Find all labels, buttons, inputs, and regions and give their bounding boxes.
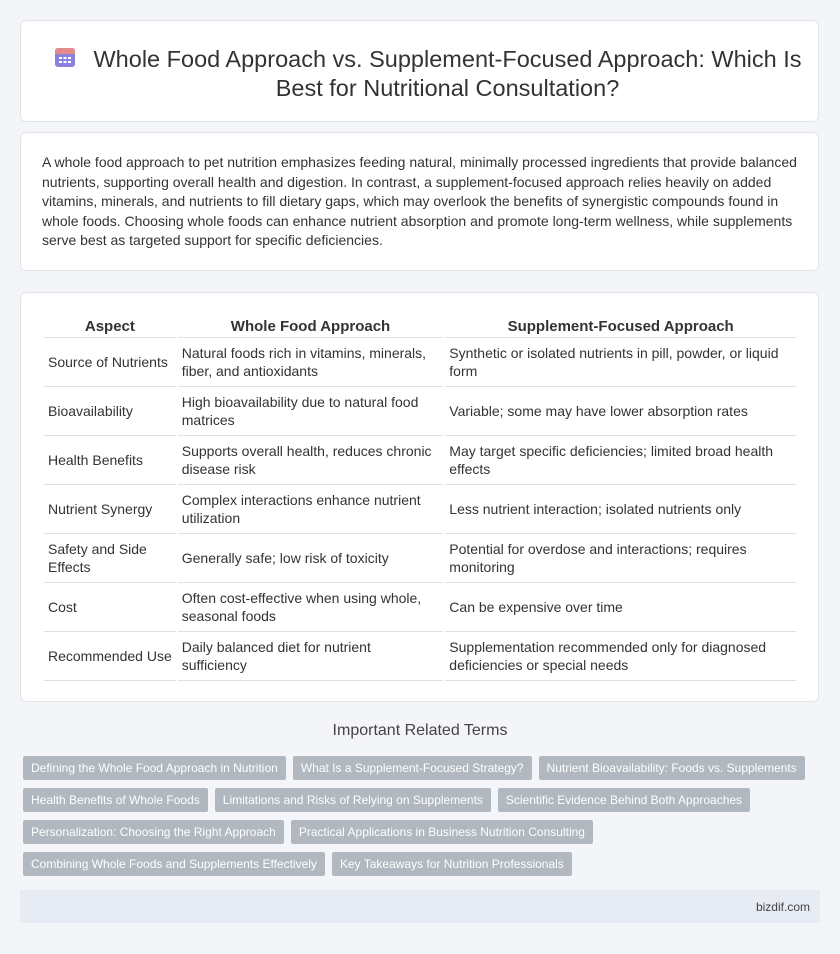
related-term-tag[interactable]: Combining Whole Foods and Supplements Effectively — [23, 852, 325, 876]
table-row — [44, 436, 796, 485]
table-row — [44, 583, 796, 632]
table-cell-supplement: Synthetic or isolated nutrients in pill, powder, or liquid form — [445, 338, 796, 387]
header-whole-food: Whole Food Approach — [178, 313, 444, 338]
table-cell-aspect: Bioavailability — [44, 387, 176, 436]
calendar-icon — [53, 45, 77, 69]
table-cell-whole-food: High bioavailability due to natural food matrices — [178, 387, 444, 436]
related-term-tag[interactable]: Scientific Evidence Behind Both Approaches — [498, 788, 750, 812]
related-term-tag[interactable]: Defining the Whole Food Approach in Nutrition — [23, 756, 286, 780]
comparison-table — [42, 313, 798, 681]
related-term-tag[interactable]: Health Benefits of Whole Foods — [23, 788, 208, 812]
table-cell-supplement: Can be expensive over time — [445, 583, 796, 632]
tag-row — [23, 820, 813, 844]
table-row — [44, 632, 796, 681]
footer — [20, 890, 820, 923]
table-cell-aspect: Safety and Side Effects — [44, 534, 176, 583]
table-cell-whole-food: Supports overall health, reduces chronic disease risk — [178, 436, 444, 485]
tag-row — [23, 756, 813, 780]
related-term-tag[interactable]: What Is a Supplement-Focused Strategy? — [293, 756, 532, 780]
table-header-row — [44, 313, 796, 338]
table-cell-whole-food: Generally safe; low risk of toxicity — [178, 534, 444, 583]
header-aspect: Aspect — [44, 313, 176, 338]
comparison-card — [20, 292, 819, 702]
table-cell-supplement: Less nutrient interaction; isolated nutrients only — [445, 485, 796, 534]
related-term-tag[interactable]: Nutrient Bioavailability: Foods vs. Supplements — [539, 756, 805, 780]
tag-row — [23, 788, 813, 812]
table-cell-aspect: Nutrient Synergy — [44, 485, 176, 534]
related-term-tag[interactable]: Practical Applications in Business Nutrition Consulting — [291, 820, 593, 844]
table-row — [44, 387, 796, 436]
intro-paragraph: A whole food approach to pet nutrition emphasizes feeding natural, minimally processed ingredients that provide balanced nutrients, supporting overall health and digestion. In contrast, a supplement-focused approach relies heavily on added vitamins, minerals, and nutrients to fill dietary gaps, which may overlook the benefits of synergistic compounds found in whole foods. Choosing whole foods can enhance nutrient absorption and promote long-term wellness, while supplements serve best as targeted support for specific deficiencies. — [42, 154, 797, 248]
table-cell-aspect: Cost — [44, 583, 176, 632]
table-cell-aspect: Recommended Use — [44, 632, 176, 681]
table-cell-supplement: Potential for overdose and interactions; requires monitoring — [445, 534, 796, 583]
table-cell-whole-food: Daily balanced diet for nutrient sufficiency — [178, 632, 444, 681]
footer-site-link[interactable]: bizdif.com — [755, 900, 810, 914]
related-term-tag[interactable]: Key Takeaways for Nutrition Professionals — [332, 852, 572, 876]
table-cell-whole-food: Complex interactions enhance nutrient utilization — [178, 485, 444, 534]
page-title: Whole Food Approach vs. Supplement-Focused Approach: Which Is Best for Nutritional Consultation? — [93, 46, 802, 101]
table-cell-whole-food: Often cost-effective when using whole, seasonal foods — [178, 583, 444, 632]
table-cell-supplement: Variable; some may have lower absorption rates — [445, 387, 796, 436]
tag-row — [23, 852, 813, 876]
table-row — [44, 534, 796, 583]
intro-card — [20, 132, 819, 271]
header-supplement: Supplement-Focused Approach — [445, 313, 796, 338]
related-terms-heading: Important Related Terms — [332, 722, 508, 739]
table-cell-supplement: May target specific deficiencies; limited broad health effects — [445, 436, 796, 485]
table-cell-aspect: Health Benefits — [44, 436, 176, 485]
title-card — [20, 20, 819, 122]
table-row — [44, 485, 796, 534]
table-cell-aspect: Source of Nutrients — [44, 338, 176, 387]
table-row — [44, 338, 796, 387]
table-cell-supplement: Supplementation recommended only for diagnosed deficiencies or special needs — [445, 632, 796, 681]
table-cell-whole-food: Natural foods rich in vitamins, minerals, fiber, and antioxidants — [178, 338, 444, 387]
related-term-tag[interactable]: Personalization: Choosing the Right Approach — [23, 820, 284, 844]
related-term-tag[interactable]: Limitations and Risks of Relying on Supplements — [215, 788, 491, 812]
related-terms-list — [23, 756, 813, 884]
